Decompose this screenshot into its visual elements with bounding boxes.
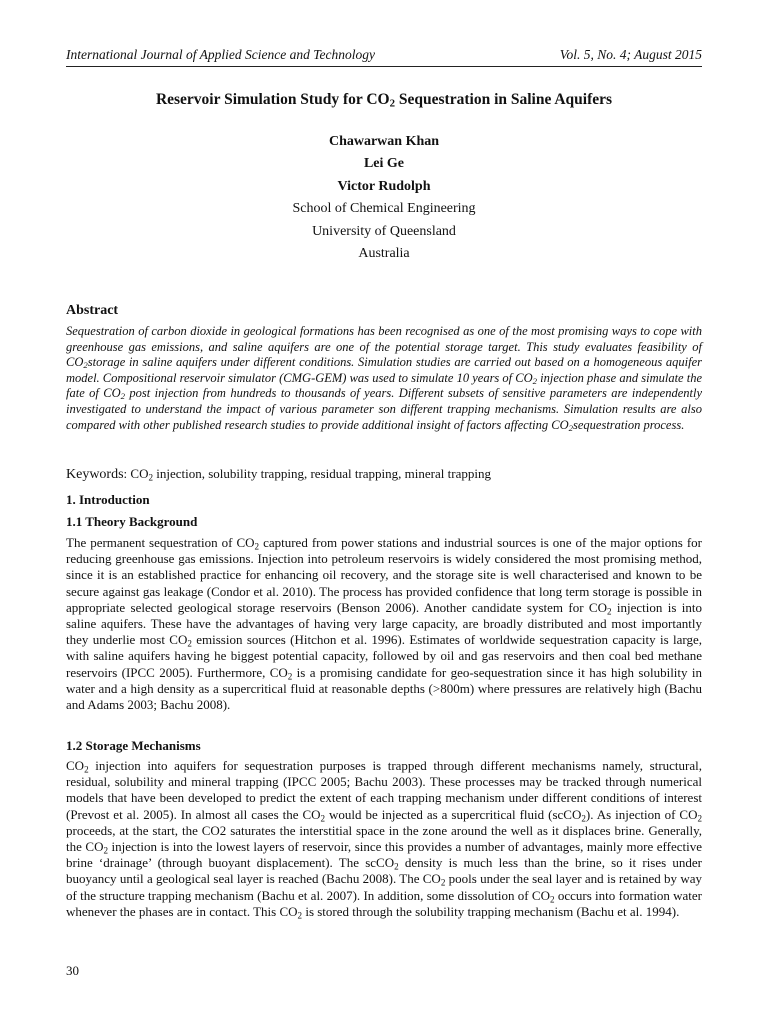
text-run: storage in saline aquifers under different conditions. Simulation studies are carried out based on a homogeneous aquifer model. Compositional reservoir simulator (CMG-GEM) was used to simulate 10 years of CO bbox=[66, 355, 702, 385]
text-run: ). As injection of CO bbox=[585, 806, 698, 822]
text-run: is stored through the solubility trapping mechanism (Bachu et al. 1994). bbox=[302, 903, 680, 919]
subsection-heading-storage: 1.2 Storage Mechanisms bbox=[66, 738, 201, 753]
text-run: emission sources (Hitchon et al. 1996). Estimates of worldwide sequestration capacity is large, with saline aquifers having he biggest potential capacity, followed by oil and gas reservoirs and then coal bed methane reservoirs (IPCC 2005). Furthermore, CO bbox=[66, 632, 702, 680]
keywords-line bbox=[66, 465, 702, 483]
text-run: is a promising candidate for geo-sequestration since it has high solubility in water and a high density as a supercritical fluid at reasonable depths (>800m) where pressures are relatively high (Bachu and Adams 2003; Bachu 2008). bbox=[66, 664, 702, 713]
subsection-heading-theory: 1.1 Theory Background bbox=[66, 514, 198, 529]
title-text-end: Sequestration in Saline Aquifers bbox=[395, 91, 613, 108]
subscript: 2 bbox=[532, 375, 538, 386]
subscript: 2 bbox=[581, 812, 586, 823]
text-run: : CO bbox=[123, 466, 149, 481]
text-run: pools under the seal layer and is retained by way of the structure trapping mechanism (Bachu et al. 2007). In addition, some dissolution of CO bbox=[66, 871, 703, 903]
text-run: captured from power stations and industrial sources is one of the major options for reducing greenhouse gas emissions. Injection into petroleum reservoirs is widely considered the most promising method, since it is an established practice for enhancing oil recovery, and the storage site is well characterised and known to be secure against gas leakage (Condor et al. 2010). The process has provided confidence that long term storage is possible in appropriate selected geological storage reservoirs (Benson 2006). Another candidate system for CO bbox=[66, 535, 702, 615]
text-run: proceeds, at the start, the CO2 saturates the interstitial space in the zone around the well as it displaces brine. Generally, the CO bbox=[66, 822, 702, 855]
subscript: 2 bbox=[606, 606, 612, 617]
text-run: Sequestration of carbon dioxide in geological formations has been recognised as one of the most promising ways to cope with greenhouse gas emissions, and saline aquifers are one of the potential storage target. This study evaluates feasibility of CO bbox=[66, 324, 702, 370]
author-name: Chawarwan Khan bbox=[328, 134, 440, 149]
volume-info: Vol. 5, No. 4; August 2015 bbox=[559, 47, 702, 62]
text-run: injection phase and simulate the fate of CO bbox=[66, 370, 703, 401]
subscript: 2 bbox=[320, 812, 326, 823]
author-name: Lei Ge bbox=[363, 156, 405, 172]
subscript: 2 bbox=[287, 670, 293, 681]
title-subscript: 2 bbox=[389, 97, 396, 110]
text-run: injection, solubility trapping, residual trapping, mineral trapping bbox=[153, 466, 491, 481]
text-run: CO bbox=[66, 758, 85, 773]
affiliation-line: School of Chemical Engineering bbox=[292, 201, 476, 217]
abstract-heading: Abstract bbox=[66, 303, 119, 318]
author-name: Victor Rudolph bbox=[337, 178, 431, 194]
subscript: 2 bbox=[440, 877, 446, 888]
text-run: would be injected as a supercritical fluid (scCO bbox=[325, 806, 582, 822]
text-run: injection is into the lowest layers of reservoir, since this provides a number of advantages, mainly more effective brine ‘drainage’ (through buoyant displacement). The scCO bbox=[66, 839, 702, 871]
affiliation-line: University of Queensland bbox=[312, 223, 456, 239]
paper-title bbox=[66, 90, 702, 110]
running-header bbox=[66, 46, 702, 67]
subscript: 2 bbox=[84, 764, 89, 775]
title-text: Reservoir Simulation Study for CO bbox=[155, 91, 390, 108]
subscript: 2 bbox=[254, 541, 260, 552]
affiliation-line: Australia bbox=[358, 246, 410, 262]
abstract-text bbox=[66, 324, 702, 433]
subscript: 2 bbox=[187, 638, 192, 649]
subscript: 2 bbox=[148, 472, 154, 483]
section-heading-introduction: 1. Introduction bbox=[66, 492, 150, 507]
page-number: 30 bbox=[66, 963, 79, 978]
subscript: 2 bbox=[103, 845, 109, 856]
subscript: 2 bbox=[120, 391, 126, 402]
text-run: The permanent sequestration of CO bbox=[66, 535, 255, 550]
subscript: 2 bbox=[568, 422, 573, 433]
subscript: 2 bbox=[550, 893, 555, 904]
keywords-label: Keywords bbox=[66, 467, 124, 482]
text-run: occurs into formation water whenever the phases are in contact. This CO bbox=[66, 887, 702, 919]
subscript: 2 bbox=[297, 910, 303, 921]
text-run: density is much less than the brine, so it rises under buoyancy until a geological seal layer is reached (Bachu 2008). The CO bbox=[66, 855, 703, 887]
subscript: 2 bbox=[394, 861, 399, 872]
text-run: sequestration process. bbox=[573, 417, 685, 432]
journal-name: International Journal of Applied Science and Technology bbox=[66, 47, 375, 62]
body-paragraph bbox=[66, 758, 702, 920]
subscript: 2 bbox=[83, 360, 88, 371]
text-run: injection is into saline aquifers. These have the advantages of having very large capacity, are broadly distributed and most importantly they underlie most CO bbox=[66, 599, 702, 648]
author-block bbox=[66, 131, 702, 265]
subscript: 2 bbox=[697, 812, 703, 823]
text-run: post injection from hundreds to thousands of years. Different subsets of sensitive parameters are independently investigated to understand the impact of various parameter son different trapping mechanisms. Simulation results are also compared with other published research studies to provide additional insight of factors affecting CO bbox=[66, 386, 702, 432]
body-paragraph bbox=[66, 535, 702, 713]
text-run: injection into aquifers for sequestration purposes is trapped through different mechanisms namely, structural, residual, solubility and mineral trapping (IPCC 2005; Bachu 2003). These processes may be tracked through numerical models that have been developed to predict the extent of each trapping mechanism under different conditions of interest (Prevost et al. 2005). In almost all cases the CO bbox=[66, 758, 702, 822]
